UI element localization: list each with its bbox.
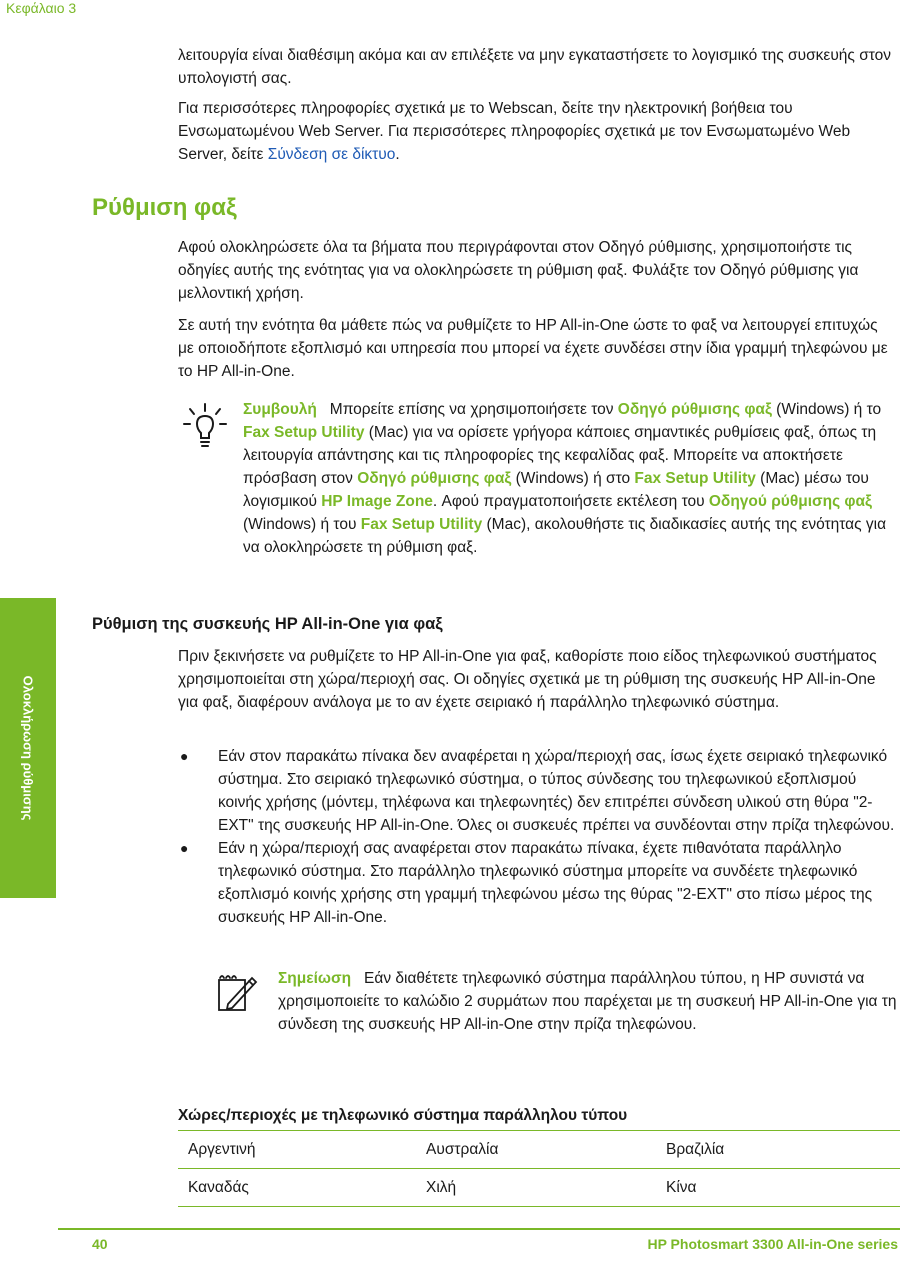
section-title: Ρύθμιση φαξ bbox=[92, 194, 237, 221]
tip-text-4: (Windows) ή στο bbox=[511, 470, 635, 487]
section-paragraph-2: Σε αυτή την ενότητα θα μάθετε πώς να ρυθμίζετε το HP All-in-One ώστε το φαξ να λειτουργεί επιτυχώς με οποιοδήποτε εξοπλισμό και υπηρεσία που μπορεί να έχετε συνδέσει στην ίδια γραμμή τηλεφώνου με το HP All-in-One. bbox=[178, 317, 888, 380]
section-paragraph-1: Αφού ολοκληρώσετε όλα τα βήματα που περιγράφονται στον Οδηγό ρύθμισης, χρησιμοποιήστε τις οδηγίες αυτής της ενότητας για να ολοκληρώσετε τη ρύθμιση φαξ. Φυλάξτε τον Οδηγό ρύθμισης για μελλοντική χρήση. bbox=[178, 239, 859, 302]
list-item bbox=[178, 745, 896, 837]
chapter-side-tab bbox=[0, 598, 56, 898]
list-item bbox=[178, 837, 896, 929]
bullet-text: Εάν στον παρακάτω πίνακα δεν αναφέρεται η χώρα/περιοχή σας, ίσως έχετε σειριακό τηλεφωνικό σύστημα. Στο σειριακό τηλεφωνικό σύστημα, ο τύπος σύνδεσης του τηλεφωνικού εξοπλισμού κοινής χρήσης (μόντεμ, τηλέφωνα και τηλεφωνητές) δεν επιτρέπει σύνδεση υλικού στη θύρα "2-EXT" της συσκευής HP All-in-One. Όλες οι συσκευές πρέπει να συνδέονται στην πρίζα τηλεφώνου. bbox=[218, 748, 895, 834]
note-box bbox=[278, 967, 898, 1036]
table-cell: Χιλή bbox=[416, 1169, 656, 1207]
tip-text-8: (Mac), ακολουθήστε τις διαδικασίες αυτής της ενότητας για να ολοκληρώσετε τη ρύθμιση φαξ. bbox=[243, 516, 887, 556]
table-cell: Καναδάς bbox=[178, 1169, 416, 1207]
fax-setup-utility-ref-2: Fax Setup Utility bbox=[634, 470, 756, 487]
hp-image-zone-ref: HP Image Zone bbox=[321, 493, 433, 510]
tip-box bbox=[243, 398, 898, 559]
side-tab-label: Ολοκλήρωση ρύθμισης bbox=[20, 675, 36, 821]
note-label: Σημείωση bbox=[278, 970, 352, 987]
footer-rule bbox=[58, 1228, 900, 1230]
fax-setup-utility-ref: Fax Setup Utility bbox=[243, 424, 365, 441]
product-name: HP Photosmart 3300 All-in-One series bbox=[647, 1236, 898, 1252]
fax-setup-wizard-ref: Οδηγό ρύθμισης φαξ bbox=[617, 401, 772, 418]
countries-table bbox=[178, 1130, 900, 1207]
tip-text-7: (Windows) ή του bbox=[243, 516, 361, 533]
tip-text-2: (Windows) ή το bbox=[771, 401, 882, 418]
page-number: 40 bbox=[92, 1236, 108, 1252]
network-connection-link[interactable]: Σύνδεση σε δίκτυο bbox=[267, 146, 396, 163]
fax-setup-utility-ref-3: Fax Setup Utility bbox=[360, 516, 483, 533]
intro-paragraph-2-text: Για περισσότερες πληροφορίες σχετικά με το Webscan, δείτε την ηλεκτρονική βοήθεια του Ενσωματωμένου Web Server. Για περισσότερες πληροφορίες σχετικά με τον Ενσωματωμένο Web Server, δείτε bbox=[178, 100, 851, 163]
intro-paragraph-2-end: . bbox=[395, 146, 400, 163]
lightbulb-icon bbox=[182, 402, 228, 452]
fax-setup-wizard-ref-2: Οδηγό ρύθμισης φαξ bbox=[357, 470, 512, 487]
tip-label: Συμβουλή bbox=[243, 401, 317, 418]
table-cell: Κίνα bbox=[656, 1169, 900, 1207]
tip-text-3: (Mac) για να ορίσετε γρήγορα κάποιες σημαντικές ρυθμίσεις φαξ, όπως τη λειτουργία απάντησης και τις πληροφορίες της κεφαλίδας φαξ. Μπορείτε να αποκτήσετε πρόσβαση στον bbox=[243, 424, 877, 487]
tip-text-6: . Αφού πραγματοποιήσετε εκτέλεση του bbox=[432, 493, 709, 510]
running-head: Κεφάλαιο 3 bbox=[6, 0, 77, 16]
intro-paragraph-1: λειτουργία είναι διαθέσιμη ακόμα και αν επιλέξετε να μην εγκαταστήσετε το λογισμικό της συσκευής στον υπολογιστή σας. bbox=[178, 47, 892, 87]
subsection-title: Ρύθμιση της συσκευής HP All-in-One για φαξ bbox=[92, 615, 443, 633]
bullet-text: Εάν η χώρα/περιοχή σας αναφέρεται στον παρακάτω πίνακα, έχετε πιθανότατα παράλληλο τηλεφωνικό σύστημα. Στο παράλληλο τηλεφωνικό σύστημα μπορείτε να συνδέετε τηλεφωνικό εξοπλισμό κοινής χρήσης στη γραμμή τηλεφώνου μέσω της θύρας "2-EXT" στο πίσω μέρος της συσκευής HP All-in-One. bbox=[218, 840, 873, 926]
table-row bbox=[178, 1131, 900, 1169]
note-text: Εάν διαθέτετε τηλεφωνικό σύστημα παράλληλου τύπου, η HP συνιστά να χρησιμοποιείτε το καλώδιο 2 συρμάτων που παρέχεται με τη συσκευή HP All-in-One για τη σύνδεση της συσκευής HP All-in-One στην πρίζα τηλεφώνου. bbox=[278, 970, 897, 1033]
bullet-list bbox=[178, 745, 896, 929]
table-cell: Αυστραλία bbox=[416, 1131, 656, 1169]
table-cell: Βραζιλία bbox=[656, 1131, 900, 1169]
fax-setup-wizard-ref-3: Οδηγού ρύθμισης φαξ bbox=[708, 493, 872, 510]
table-row bbox=[178, 1169, 900, 1207]
bullet-dot: ● bbox=[180, 840, 189, 856]
intro-paragraph-2 bbox=[178, 97, 896, 166]
tip-text-5: (Mac) μέσω του λογισμικού bbox=[243, 470, 869, 510]
bullet-dot: ● bbox=[180, 748, 189, 764]
subsection-paragraph: Πριν ξεκινήσετε να ρυθμίζετε το HP All-in-One για φαξ, καθορίστε ποιο είδος τηλεφωνικού συστήματος χρησιμοποιείται στη χώρα/περιοχή σας. Οι οδηγίες σχετικά με τη ρύθμιση της συσκευής HP All-in-One για φαξ, διαφέρουν ανάλογα με το αν έχετε σειριακό ή παράλληλο τηλεφωνικό σύστημα. bbox=[178, 648, 877, 711]
note-pencil-icon bbox=[216, 970, 260, 1014]
table-cell: Αργεντινή bbox=[178, 1131, 416, 1169]
tip-text-1: Μπορείτε επίσης να χρησιμοποιήσετε τον bbox=[329, 401, 618, 418]
table-caption: Χώρες/περιοχές με τηλεφωνικό σύστημα παράλληλου τύπου bbox=[178, 1107, 628, 1124]
